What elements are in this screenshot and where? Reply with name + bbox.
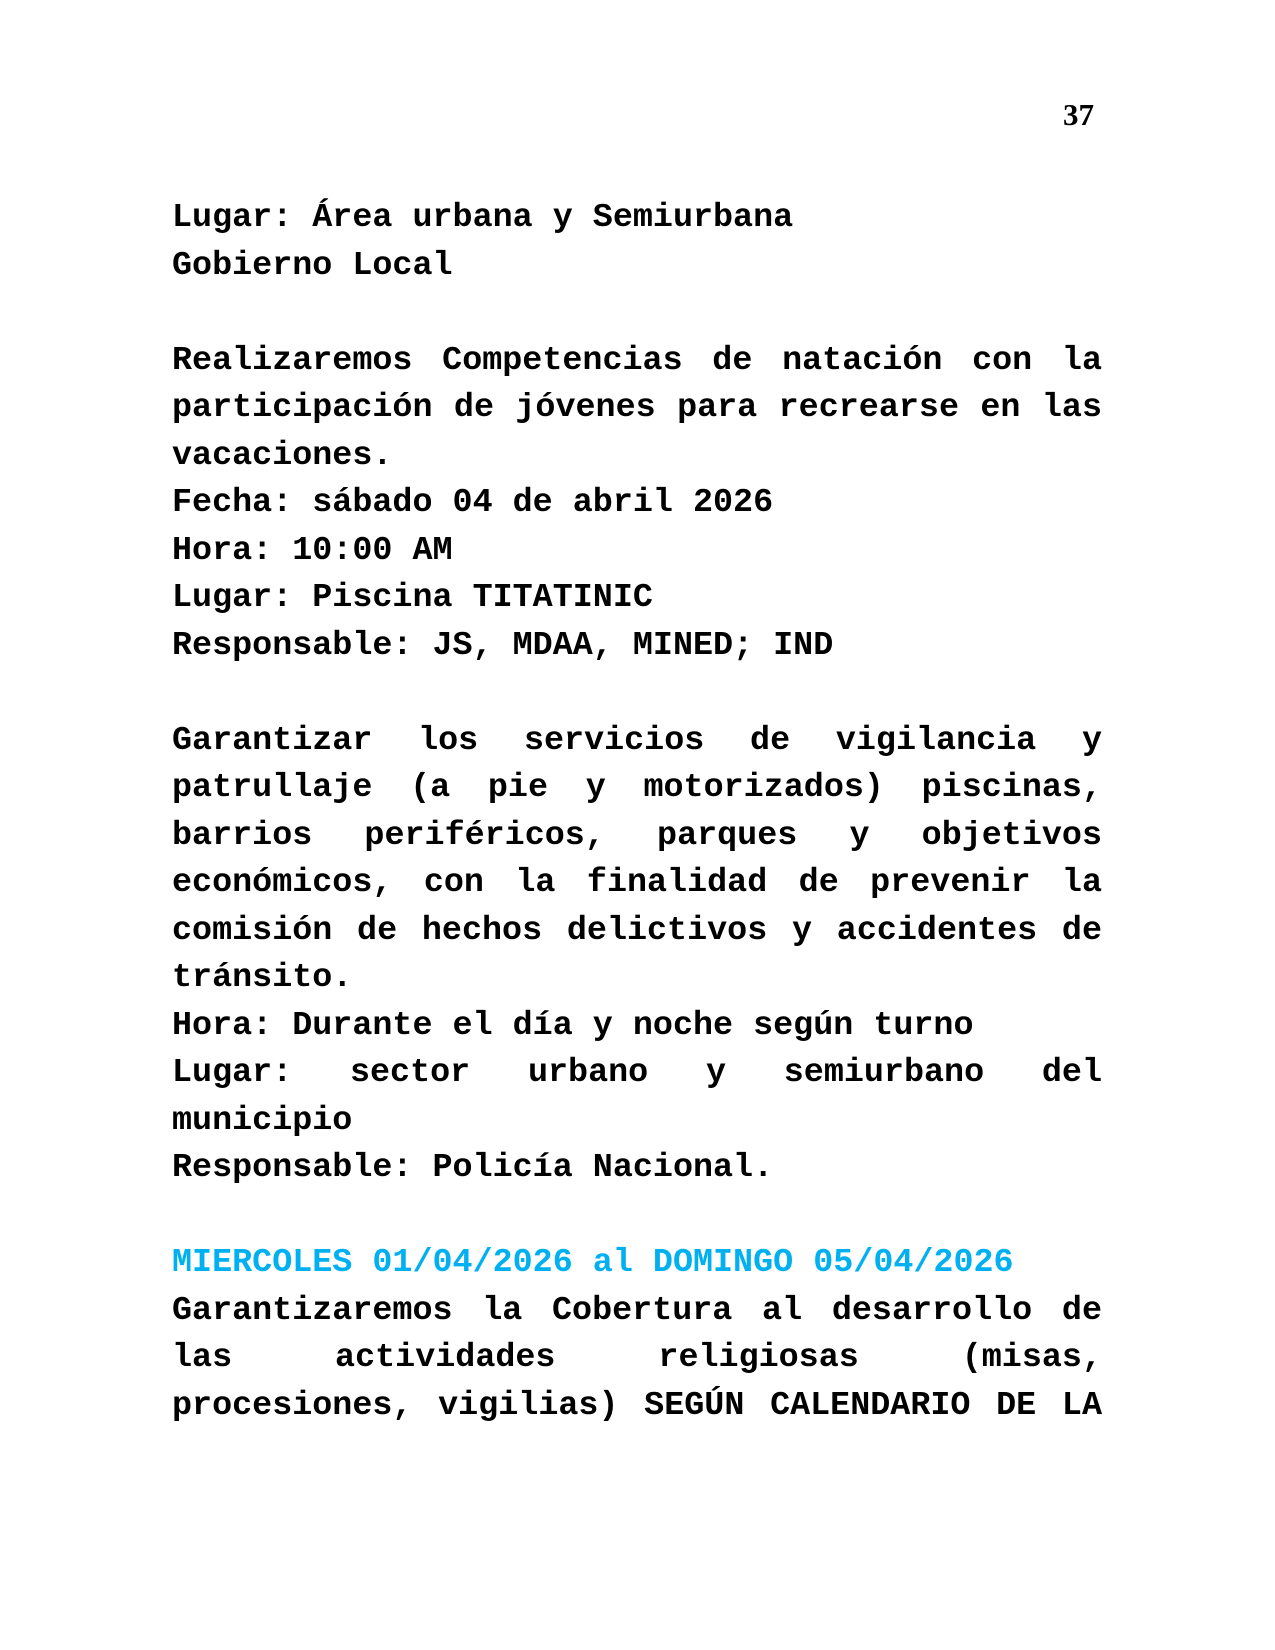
- paragraph-vigilancia-patrullaje: Garantizar los servicios de vigilancia y patrullaje (a pie y motorizados) piscinas, barrios periféricos, parques y objetivos económicos, con la finalidad de prevenir la comisión de hechos delictivos y accidentes de tránsito.: [172, 721, 1102, 997]
- paragraph-cobertura-religiosas: Garantizaremos la Cobertura al desarrollo de las actividades religiosas (misas, procesiones, vigilias) SEGÚN CALENDARIO DE LA: [172, 1291, 1102, 1425]
- line-responsable-js: Responsable: JS, MDAA, MINED; IND: [172, 626, 834, 665]
- line-lugar-piscina: Lugar: Piscina TITATINIC: [172, 579, 653, 617]
- line-fecha: Fecha: sábado 04 de abril 2026: [172, 484, 774, 522]
- blank-line: [172, 290, 1102, 338]
- section-heading-date-range: MIERCOLES 01/04/2026 al DOMINGO 05/04/2026: [172, 1244, 1014, 1282]
- document-body: [172, 195, 1102, 1430]
- blank-line: [172, 1193, 1102, 1241]
- blank-line: [172, 670, 1102, 718]
- paragraph-lugar-sector-urbano: Lugar: sector urbano y semiurbano del municipio: [172, 1054, 1102, 1140]
- line-responsable-policia: Responsable: Policía Nacional.: [172, 1149, 774, 1187]
- line-gobierno-local: Gobierno Local: [172, 246, 453, 285]
- line-lugar-area-urbana: Lugar: Área urbana y Semiurbana: [172, 199, 794, 237]
- paragraph-competencias-natacion: Realizaremos Competencias de natación con la participación de jóvenes para recrearse en las vacaciones.: [172, 341, 1102, 475]
- page-number: 37: [1063, 97, 1094, 132]
- line-hora-durante: Hora: Durante el día y noche según turno: [172, 1006, 974, 1045]
- line-hora: Hora: 10:00 AM: [172, 531, 453, 570]
